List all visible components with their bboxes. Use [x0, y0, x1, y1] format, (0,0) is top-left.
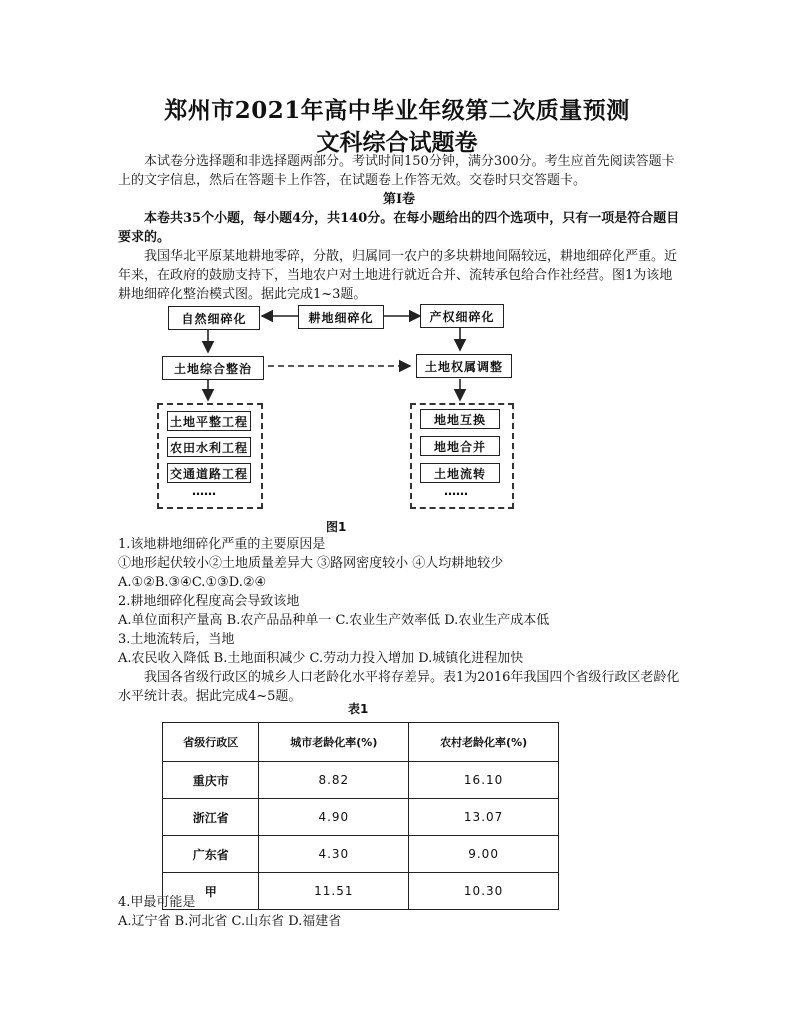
- question-3-choices: A.农民收入降低 B.土地面积减少 C.劳动力投入增加 D.城镇化进程加快: [118, 651, 524, 666]
- land-fragmentation-box: 耕地细碎化: [298, 305, 384, 329]
- land-swap-box: 地地互换: [420, 409, 500, 429]
- table-cell: 4.30: [259, 836, 409, 873]
- table-header-row: [163, 723, 559, 762]
- table-header: 城市老龄化率(%): [259, 723, 409, 762]
- land-leveling-box: 土地平整工程: [167, 411, 251, 431]
- table-cell: 甲: [163, 873, 259, 910]
- table-row: [163, 762, 559, 799]
- table-cell: 16.10: [409, 762, 559, 799]
- table-cell: 浙江省: [163, 799, 259, 836]
- intro-text: 本试卷分选择题和非选择题两部分。考试时间150分钟，满分300分。考生应首先阅读答题卡上的文字信息，然后在答题卡上作答，在试题卷上作答无效。交卷时只交答题卡。: [118, 154, 675, 188]
- table-cell: 广东省: [163, 836, 259, 873]
- irrigation-box: 农田水利工程: [167, 437, 251, 457]
- section-instructions: 本卷共35个小题，每小题4分，共140分。在每小题给出的四个选项中，只有一项是符合题目要求的。: [118, 211, 680, 245]
- left-ellipsis: ……: [192, 484, 216, 498]
- question-4: 4.甲最可能是: [118, 895, 196, 910]
- table-row: [163, 799, 559, 836]
- question-4-block: [118, 893, 680, 931]
- table-cell: 8.82: [259, 762, 409, 799]
- table-cell: 4.90: [259, 799, 409, 836]
- question-2: 2.耕地细碎化程度高会导致该地: [118, 594, 300, 609]
- land-transfer-box: 土地流转: [420, 463, 500, 483]
- natural-fragmentation-box: 自然细碎化: [168, 306, 260, 330]
- table-cell: 10.30: [409, 873, 559, 910]
- questions-1-3: [118, 535, 680, 706]
- figure-caption: 图1: [326, 520, 347, 534]
- table-cell: 重庆市: [163, 762, 259, 799]
- property-fragmentation-box: 产权细碎化: [420, 304, 504, 328]
- table-header: 农村老龄化率(%): [409, 723, 559, 762]
- table-cell: 9.00: [409, 836, 559, 873]
- question-2-choices: A.单位面积产量高 B.农产品品种单一 C.农业生产效率低 D.农业生产成本低: [118, 613, 550, 628]
- table-cell: 13.07: [409, 799, 559, 836]
- question-3: 3.土地流转后，当地: [118, 632, 235, 647]
- exam-title: 郑州市2021年高中毕业年级第二次质量预测: [164, 97, 630, 124]
- table-cell: 11.51: [259, 873, 409, 910]
- table-row: [163, 836, 559, 873]
- table-header: 省级行政区: [163, 723, 259, 762]
- ownership-adjustment-box: 土地权属调整: [416, 354, 512, 378]
- right-ellipsis: ……: [444, 484, 468, 498]
- aging-table: [162, 722, 559, 910]
- question-1-options: ①地形起伏较小②土地质量差异大 ③路网密度较小 ④人均耕地较少: [118, 556, 504, 571]
- passage-1: 我国华北平原某地耕地零碎，分散，归属同一农户的多块耕地间隔较远，耕地细碎化严重。近年来，在政府的鼓励支持下，当地农户对土地进行就近合并、流转承包给合作社经营。图1为该地耕地细碎化整治模式图。据此完成1~3题。: [118, 249, 678, 302]
- table-caption: 表1: [348, 702, 369, 716]
- question-4-choices: A.辽宁省 B.河北省 C.山东省 D.福建省: [118, 914, 342, 929]
- question-1: 1.该地耕地细碎化严重的主要原因是: [118, 537, 326, 552]
- passage-2: 我国各省级行政区的城乡人口老龄化水平将存差异。表1为2016年我国四个省级行政区老龄化水平统计表。据此完成4~5题。: [118, 670, 680, 704]
- land-consolidation-box: 土地综合整治: [162, 356, 264, 380]
- exam-subtitle: 文科综合试题卷: [316, 129, 478, 156]
- land-merge-box: 地地合并: [420, 436, 500, 456]
- road-box: 交通道路工程: [167, 463, 251, 483]
- question-1-choices: A.①②B.③④C.①③D.②④: [118, 575, 267, 590]
- section-title: 第Ⅰ卷: [382, 192, 416, 207]
